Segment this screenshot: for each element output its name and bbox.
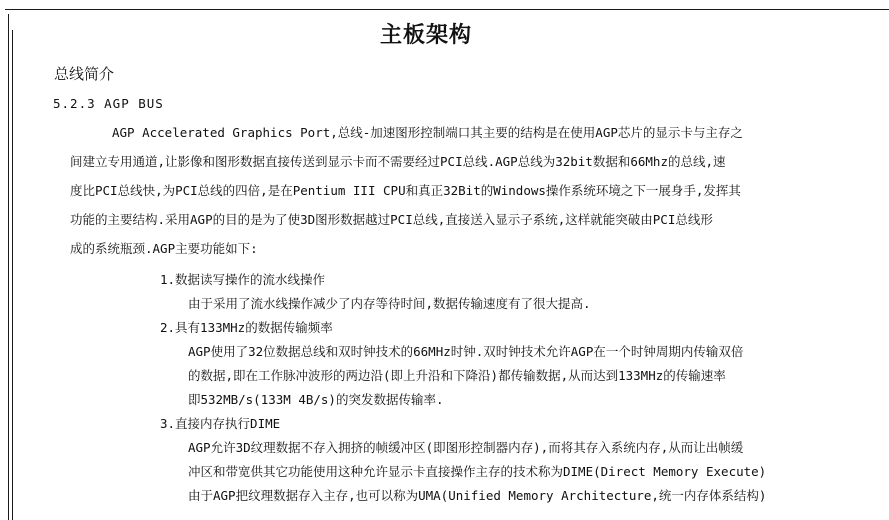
feature-item-line: AGP使用了32位数据总线和双时钟技术的66MHz时钟.双时钟技术允许AGP在一个时钟周期内传输双倍 bbox=[188, 344, 744, 359]
feature-item-title: 3.直接内存执行DIME bbox=[160, 416, 281, 431]
feature-item-line: AGP允许3D纹理数据不存入拥挤的帧缓冲区(即图形控制器内存),而将其存入系统内存,从而让出帧缓 bbox=[188, 440, 744, 455]
paragraph-line: 成的系统瓶颈.AGP主要功能如下: bbox=[70, 241, 258, 256]
paragraph-line: 度比PCI总线快,为PCI总线的四倍,是在Pentium III CPU和真正32Bit的Windows操作系统环境之下一展身手,发挥其 bbox=[70, 183, 741, 198]
feature-item-title: 1.数据读写操作的流水线操作 bbox=[160, 272, 326, 287]
section-heading: 总线简介 bbox=[54, 65, 115, 83]
page-title: 主板架构 bbox=[379, 23, 472, 48]
paragraph-line: 功能的主要结构.采用AGP的目的是为了使3D图形数据越过PCI总线,直接送入显示子系统,这样就能突破由PCI总线形 bbox=[70, 212, 713, 227]
feature-item-line: 即532MB/s(133M 4B/s)的突发数据传输率. bbox=[188, 392, 444, 407]
paragraph-line: AGP Accelerated Graphics Port,总线-加速图形控制端口其主要的结构是在使用AGP芯片的显示卡与主存之 bbox=[112, 125, 743, 140]
feature-item-line: 冲区和带宽供其它功能使用这种允许显示卡直接操作主存的技术称为DIME(Direct Memory Execute) bbox=[188, 464, 767, 479]
feature-item-line: 的数据,即在工作脉冲波形的两边沿(即上升沿和下降沿)都传输数据,从而达到133MHz的传输速率 bbox=[188, 368, 726, 383]
subsection-heading: 5.2.3 AGP BUS bbox=[53, 96, 164, 111]
frame-top-line bbox=[5, 9, 889, 10]
feature-item-line: 由于采用了流水线操作减少了内存等待时间,数据传输速度有了很大提高. bbox=[188, 296, 591, 311]
frame-left-line bbox=[8, 14, 9, 520]
frame-left-line-inner bbox=[12, 30, 13, 520]
paragraph-line: 间建立专用通道,让影像和图形数据直接传送到显示卡而不需要经过PCI总线.AGP总线为32bit数据和66Mhz的总线,速 bbox=[70, 154, 726, 169]
feature-item-line: 由于AGP把纹理数据存入主存,也可以称为UMA(Unified Memory Architecture,统一内存体系结构) bbox=[188, 488, 767, 503]
feature-item-title: 2.具有133MHz的数据传输频率 bbox=[160, 320, 333, 335]
